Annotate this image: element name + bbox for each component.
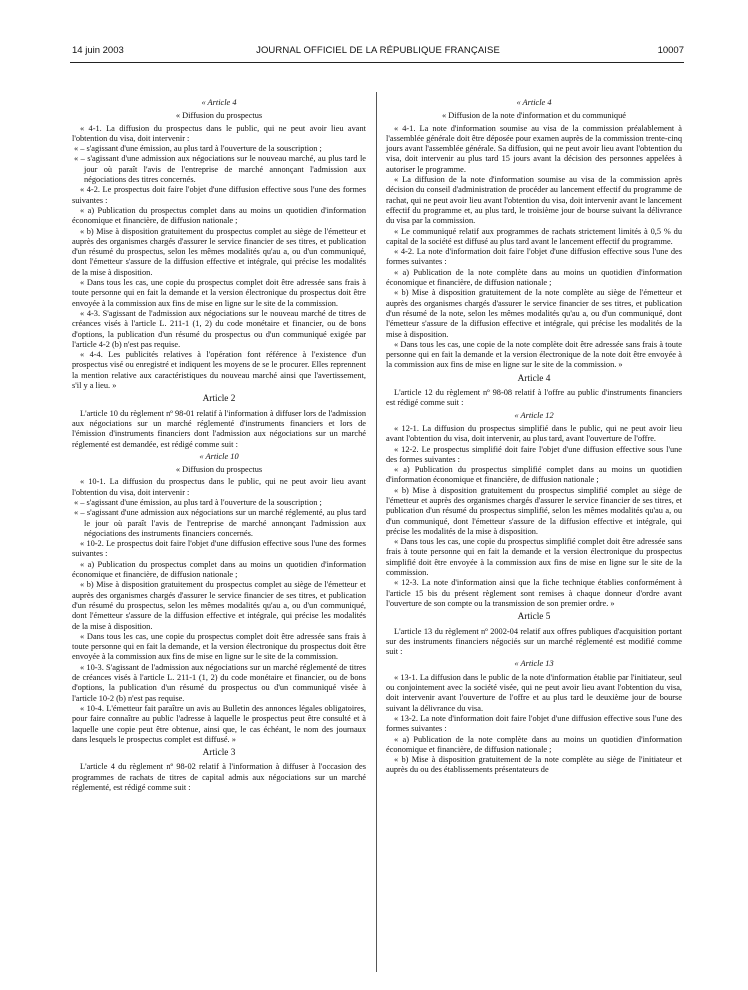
left-paragraph: « 4-2. Le prospectus doit faire l'objet d'une diffusion effective sous l'une des formes suivantes : [72,185,366,205]
left-paragraph: « a) Publication du prospectus complet dans au moins un quotidien d'information économique et financière, de diffusion nationale ; [72,205,366,226]
left-article-heading: « Article 4 [201,98,237,107]
left-paragraph: « b) Mise à disposition gratuitement du prospectus complet au siège de l'émetteur et auprès des organismes chargés d'assurer le service financier de ses titres, et publication d'un résumé du prospectus, selon les mêmes modalités qu'au a, ou d'un communiqué, dont l'émetteur s'assure de la diffusion effective et intégrale, qui précise les modalités de la mise à disposition. [72,580,366,631]
right-article-title: Article 5 [517,612,551,623]
left-article-title: Article 3 [202,748,236,759]
right-section-title: « Diffusion de la note d'information et du communiqué [442,111,626,121]
left-paragraph: « 4-4. Les publicités relatives à l'opération font référence à l'existence d'un prospectus visé ou enregistré et indiquent les moyens de se le procurer. Elles reprennent la mention relative aux caractéristiques du nouveau marché ainsi que l'avertissement, s'il y a lieu. » [72,350,366,391]
left-paragraph: « b) Mise à disposition gratuitement du prospectus complet au siège de l'émetteur et auprès des organismes chargés d'assurer le service financier de ses titres, et publication d'un résumé du prospectus, selon les mêmes modalités qu'au a, ou d'un communiqué, dont l'émetteur s'assure de la diffusion effective et intégrale, qui précise les modalités de la mise à disposition. [72,226,366,277]
left-list-item: « – s'agissant d'une admission aux négociations sur un marché réglementé, au plus tard le jour où paraît l'avis de l'entreprise de marché annonçant l'admission aux négociations des instruments financiers concernés. [74,508,366,538]
left-paragraph: « Dans tous les cas, une copie du prospectus complet doit être adressée sans frais à toute personne qui en fait la demande, et la version électronique du prospectus doit être envoyée à la commission aux fins de mise en ligne sur le site de la commission. [72,631,366,662]
right-paragraph: « Dans tous les cas, une copie de la note complète doit être adressée sans frais à toute personne qui en fait la demande et la version électronique de la note doit être envoyée à la commission aux fins de mise en ligne sur le site de la commission. » [386,339,682,370]
right-paragraph: « b) Mise à disposition gratuitement de la note complète au siège de l'initiateur et auprès du ou des établissements présentateurs de [386,755,682,775]
right-paragraph: « Dans tous les cas, une copie du prospectus simplifié complet doit être adressée sans frais à toute personne qui en fait la demande et la version électronique du prospectus simplifié doit être envoyée à la commission aux fins de mise en ligne sur le site de la commission. [386,537,682,578]
right-paragraph: L'article 13 du règlement nº 2002-04 relatif aux offres publiques d'acquisition portant sur des instruments financiers négociés sur un marché réglementé est modifié comme suit : [386,626,682,657]
right-paragraph: « La diffusion de la note d'information soumise au visa de la commission après décision du conseil d'administration de procéder au lancement effectif du programme de rachat, qui ne peut avoir lieu avant l'obtention du visa, doit intervenir avant le lancement effectif du programme et, au plus tard, le troisième jour de bourse suivant la délivrance du visa par la commission. [386,175,682,226]
left-paragraph: « 10-4. L'émetteur fait paraître un avis au Bulletin des annonces légales obligatoires, pour faire connaître au public l'adresse à laquelle le prospectus peut être consulté et à laquelle une copie peut être obtenue, ainsi que, le cas échéant, le nom des journaux dans lesquels le prospectus complet est diffusé. » [72,703,366,744]
right-paragraph: « b) Mise à disposition gratuitement du prospectus simplifié complet au siège de l'émetteur et auprès des organismes chargés d'assurer le service financier de ses titres, et publication d'un résumé du prospectus simplifié, selon les mêmes modalités qu'au a, ou d'un communiqué, dont l'émetteur s'assure de la diffusion effective et intégrale, qui précise les modalités de la mise à disposition. [386,485,682,536]
right-paragraph: « 12-1. La diffusion du prospectus simplifié dans le public, qui ne peut avoir lieu avant l'obtention du visa, doit intervenir, au plus tard, avant l'ouverture de l'offre. [386,423,682,444]
left-paragraph: « 10-3. S'agissant de l'admission aux négociations sur un marché réglementé de titres de créances visés à l'article L. 211-1 (1, 2) du code monétaire et financier, ou de bons d'options, la publication d'un résumé du prospectus ou d'un communiqué visée à l'article 10-2 (b) n'est pas requise. [72,662,366,703]
left-list-item: « – s'agissant d'une admission aux négociations sur le nouveau marché, au plus tard le jour où paraît l'avis de l'entreprise de marché annonçant l'admission aux négociations des titres concernés. [74,154,366,185]
left-paragraph: « 4-3. S'agissant de l'admission aux négociations sur le nouveau marché de titres de créances visés à l'article L. 211-1 (1, 2) du code monétaire et financier, ou de bons d'options, la publication d'un résumé du prospectus ou d'un communiqué exigée par l'article 4-2 (b) n'est pas requise. [72,308,366,349]
right-article-heading: « Article 12 [514,410,554,420]
left-article-heading: « Article 10 [199,451,239,461]
left-paragraph: « 10-1. La diffusion du prospectus dans le public, qui ne peut avoir lieu avant l'obtention du visa, doit intervenir : [72,477,366,497]
right-paragraph: « 13-2. La note d'information doit faire l'objet d'une diffusion effective sous l'une des formes suivantes : [386,713,682,734]
right-column [386,96,682,776]
left-column [72,96,366,793]
page-header [72,45,684,59]
left-paragraph: L'article 4 du règlement nº 98-02 relatif à l'information à diffuser à l'occasion des programmes de rachats de titres de capital admis aux négociations sur un marché réglementé, est rédigé comme suit : [72,762,366,792]
journal-title: JOURNAL OFFICIEL DE LA RÉPUBLIQUE FRANÇAISE [256,45,500,56]
left-paragraph: « 10-2. Le prospectus doit faire l'objet d'une diffusion effective sous l'une des formes suivantes : [72,539,366,559]
left-paragraph: L'article 10 du règlement nº 98-01 relatif à l'information à diffuser lors de l'admission aux négociations sur un marché réglementé d'instruments financiers et lors de l'émission d'instruments financiers dont l'admission aux négociations sur un marché réglementé est demandée, est rédigé comme suit : [72,408,366,449]
right-article-title: Article 4 [517,373,551,384]
left-paragraph: « 4-1. La diffusion du prospectus dans le public, qui ne peut avoir lieu avant l'obtention du visa, doit intervenir : [72,123,366,143]
right-paragraph: « b) Mise à disposition gratuitement de la note complète au siège de l'émetteur et auprès des organismes chargés d'assurer le service financier de ses titres, et publication d'un résumé de la note, selon les mêmes modalités qu'au a, ou d'un communiqué, dont l'émetteur s'assure de la diffusion effective et intégrale, qui précise les modalités de la mise à disposition. [386,288,682,339]
left-list-item: « – s'agissant d'une émission, au plus tard à l'ouverture de la souscription ; [74,144,322,154]
right-paragraph: « a) Publication de la note complète dans au moins un quotidien d'information économique et financière, de diffusion nationale ; [386,734,682,754]
right-paragraph: « 12-3. La note d'information ainsi que la fiche technique établies conformément à l'article 15 bis du présent règlement sont remises à chaque donneur d'ordre avant l'ouverture de son compte ou la transmission de son premier ordre. » [386,578,682,608]
right-paragraph: L'article 12 du règlement nº 98-08 relatif à l'offre au public d'instruments financiers est rédigé comme suit : [386,388,682,408]
right-paragraph: « Le communiqué relatif aux programmes de rachats strictement limités à 0,5 % du capital de la société est diffusé au plus tard avant le lancement effectif du programme. [386,226,682,246]
right-article-heading: « Article 13 [514,659,554,669]
header-rule [70,62,684,63]
header-date: 14 juin 2003 [72,45,124,56]
column-divider [376,92,377,972]
right-paragraph: « a) Publication du prospectus simplifié complet dans au moins un quotidien d'information économique et financière, de diffusion nationale ; [386,465,682,485]
left-paragraph: « Dans tous les cas, une copie du prospectus complet doit être adressée sans frais à toute personne qui en fait la demande et la version électronique du prospectus doit être envoyée à la commission aux fins de mise en ligne sur le site de la commission. [72,278,366,308]
left-list-item: « – s'agissant d'une émission, au plus tard à l'ouverture de la souscription ; [74,497,322,507]
left-section-title: « Diffusion du prospectus [175,111,263,121]
left-article-title: Article 2 [202,394,236,405]
left-paragraph: « a) Publication du prospectus complet dans au moins un quotidien d'information économique et financière, de diffusion nationale ; [72,559,366,580]
left-section-title: « Diffusion du prospectus [175,465,263,475]
page-number: 10007 [657,45,684,56]
right-paragraph: « 4-1. La note d'information soumise au visa de la commission préalablement à l'assemblée générale doit être déposée pour examen auprès de la commission trente-cinq jours avant l'assemblée générale. Sa diffusion, qui ne peut avoir lieu avant l'obtention du visa, doit intervenir au plus tard 15 jours avant la décision des personnes appelées à autoriser le programme. [386,123,682,174]
right-paragraph: « 4-2. La note d'information doit faire l'objet d'une diffusion effective sous l'une des formes suivantes : [386,247,682,267]
right-paragraph: « 12-2. Le prospectus simplifié doit faire l'objet d'une diffusion effective sous l'une des formes suivantes : [386,444,682,464]
right-article-heading: « Article 4 [516,98,552,107]
right-paragraph: « a) Publication de la note complète dans au moins un quotidien d'information économique et financière, de diffusion nationale ; [386,267,682,288]
right-paragraph: « 13-1. La diffusion dans le public de la note d'information établie par l'initiateur, seul ou conjointement avec la société visée, qui ne peut avoir lieu avant l'obtention du visa, doit intervenir avant l'ouverture de l'offre et au plus tard le deuxième jour de bourse suivant la délivrance du visa. [386,672,682,713]
